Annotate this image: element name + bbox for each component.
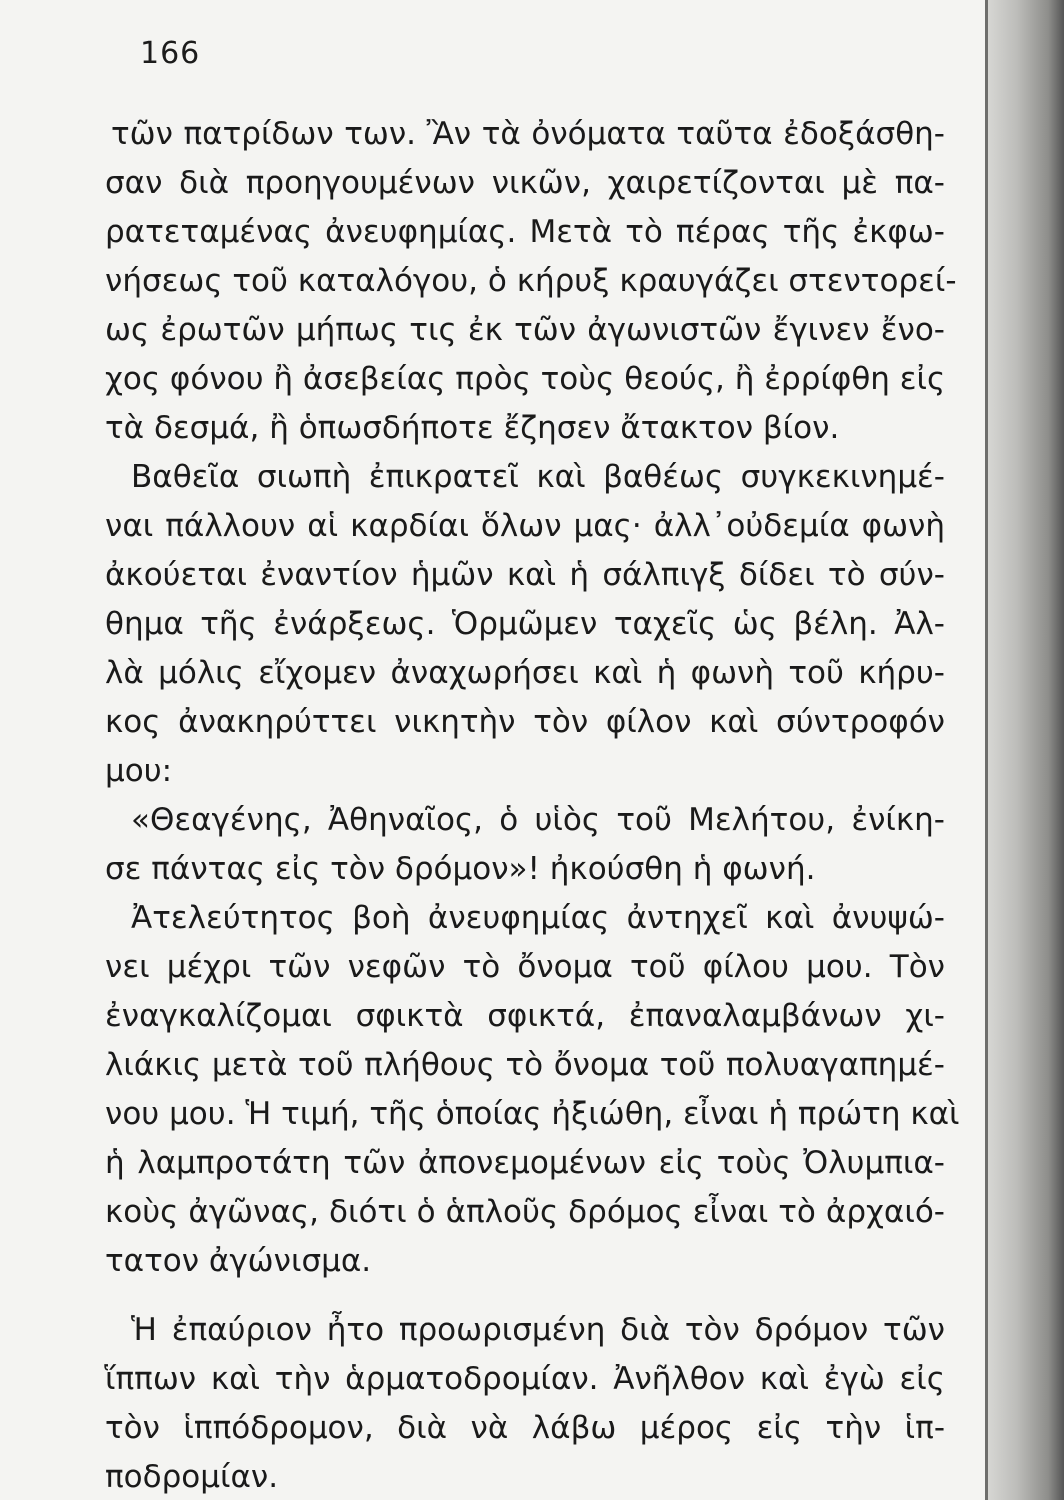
text-line: τῶν πατρίδων των. Ἂν τὰ ὀνόματα ταῦτα ἐδοξάσθη-: [111, 116, 945, 152]
text-line: ἡ λαμπροτάτη τῶν ἀπονεμομένων εἰς τοὺς Ὀλυμπια-: [105, 1145, 945, 1181]
text-line: τὸν ἱππόδρομον, διὰ νὰ λάβω μέρος εἰς τὴν ἱπ-: [105, 1410, 945, 1446]
text-line: θημα τῆς ἐνάρξεως. Ὁρμῶμεν ταχεῖς ὡς βέλη. Ἀλ-: [105, 606, 945, 642]
body-text: [105, 110, 960, 1500]
text-line: ἵππων καὶ τὴν ἁρματοδρομίαν. Ἀνῆλθον καὶ ἐγὼ εἰς: [105, 1361, 945, 1397]
text-line: κοὺς ἀγῶνας, διότι ὁ ἁπλοῦς δρόμος εἶναι τὸ ἀρχαιό-: [105, 1194, 945, 1230]
text-line: «Θεαγένης, Ἀθηναῖος, ὁ υἱὸς τοῦ Μελήτου, ἐνίκη-: [131, 802, 945, 838]
text-line: νει μέχρι τῶν νεφῶν τὸ ὄνομα τοῦ φίλου μου. Τὸν: [105, 949, 945, 985]
text-line: τὰ δεσμά, ἢ ὁπωσδήποτε ἔζησεν ἄτακτον βίον.: [105, 410, 840, 446]
text-line: σαν διὰ προηγουμένων νικῶν, χαιρετίζονται μὲ πα-: [105, 165, 945, 201]
text-line: σε πάντας εἰς τὸν δρόμον»! ἠκούσθη ἡ φωνή.: [105, 851, 816, 887]
text-line: νήσεως τοῦ καταλόγου, ὁ κήρυξ κραυγάζει στεντορεί-: [105, 263, 957, 299]
paragraph-gap: [105, 1286, 945, 1306]
text-line: ἐναγκαλίζομαι σφικτὰ σφικτά, ἐπαναλαμβάνων χι-: [105, 998, 945, 1034]
text-line: Ἀτελεύτητος βοὴ ἀνευφημίας ἀντηχεῖ καὶ ἀνυψώ-: [131, 900, 945, 936]
text-line: ρατεταμένας ἀνευφημίας. Μετὰ τὸ πέρας τῆς ἐκφω-: [105, 214, 945, 250]
text-line: τατον ἀγώνισμα.: [105, 1243, 372, 1279]
text-line: ναι πάλλουν αἱ καρδίαι ὅλων μας· ἀλλ᾽οὐδεμία φωνὴ: [105, 508, 945, 544]
text-line: Ἡ ἐπαύριον ἦτο προωρισμένη διὰ τὸν δρόμον τῶν: [131, 1312, 945, 1348]
text-line: νου μου. Ἡ τιμή, τῆς ὁποίας ἠξιώθη, εἶναι ἡ πρώτη καὶ: [105, 1096, 960, 1132]
adjacent-page-edge: [985, 0, 1064, 1500]
page-number: 166: [140, 36, 201, 71]
text-line: κος ἀνακηρύττει νικητὴν τὸν φίλον καὶ σύντροφόν: [105, 704, 945, 740]
text-line: μου:: [105, 753, 173, 789]
text-line: λὰ μόλις εἴχομεν ἀναχωρήσει καὶ ἡ φωνὴ τοῦ κήρυ-: [105, 655, 945, 691]
text-line: ως ἐρωτῶν μήπως τις ἐκ τῶν ἀγωνιστῶν ἔγινεν ἔνο-: [105, 312, 945, 348]
text-line: ἀκούεται ἐναντίον ἡμῶν καὶ ἡ σάλπιγξ δίδει τὸ σύν-: [105, 557, 945, 593]
text-line: λιάκις μετὰ τοῦ πλήθους τὸ ὄνομα τοῦ πολυαγαπημέ-: [105, 1047, 945, 1083]
text-line: χος φόνου ἢ ἀσεβείας πρὸς τοὺς θεούς, ἢ ἐρρίφθη εἰς: [105, 361, 946, 397]
text-line: Βαθεῖα σιωπὴ ἐπικρατεῖ καὶ βαθέως συγκεκινημέ-: [131, 459, 945, 495]
text-line: ποδρομίαν.: [105, 1459, 279, 1495]
